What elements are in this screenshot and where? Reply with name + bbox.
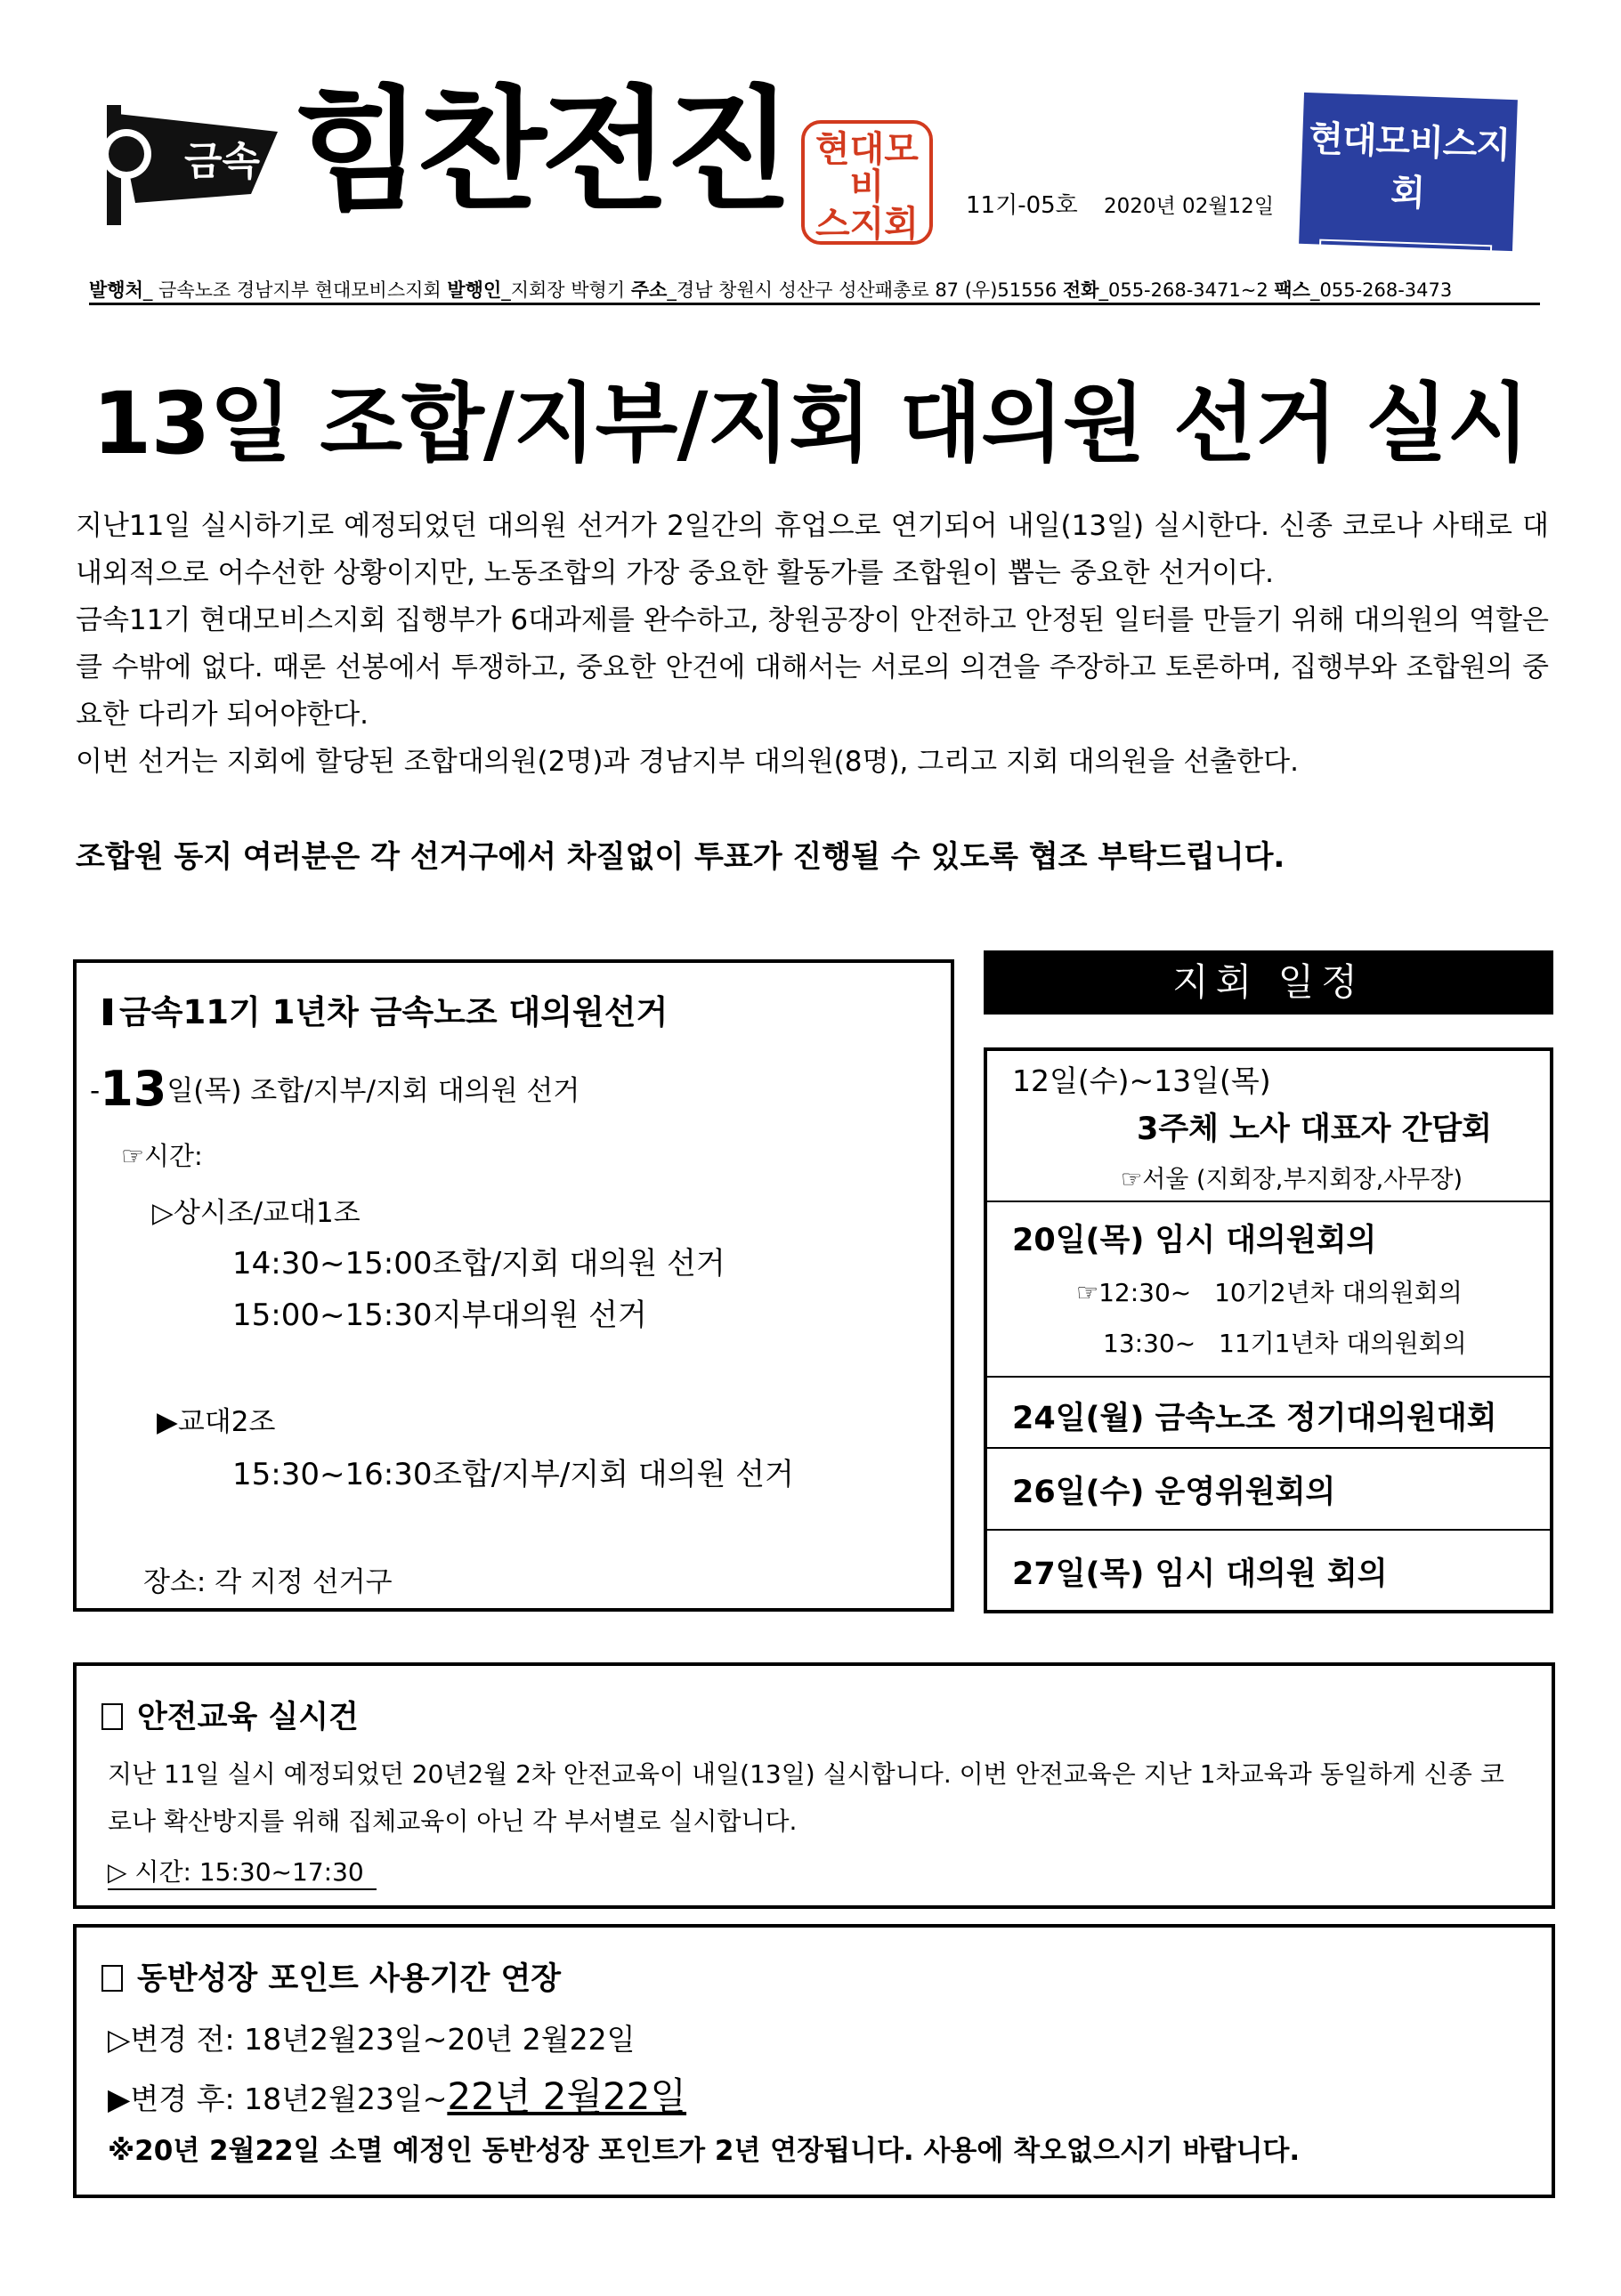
headline: 13일 조합/지부/지회 대의원 선거 실시 <box>92 374 1529 473</box>
schedule-subitem <box>1103 1324 1467 1360</box>
schedule-time: 13:30~ <box>1103 1329 1196 1358</box>
schedule-date: 20일(목) 임시 대의원회의 <box>1012 1223 1377 1258</box>
publisher-label: 발행처 <box>89 279 143 301</box>
schedule-divider <box>987 1447 1550 1449</box>
article-paragraph: 금속11기 현대모비스지회 집행부가 6대과제를 완수하고, 창원공장이 안전하고 안정된 일터를 만들기 위해 대의원의 역할은 클 수밖에 없다. 때론 선봉에서 투쟁하고, 중요한 안건에 대해서는 서로의 의견을 주장하고 토론하며, 집행부와 조합원의 중요한 다리가 되어야한다. <box>76 604 1549 731</box>
masthead-divider <box>89 303 1540 305</box>
points-after-date: 22년 2월22일 <box>447 2074 687 2118</box>
election-place: 장소: 각 지정 선거구 <box>143 1566 393 1598</box>
issue-number: 11기-05호 <box>966 192 1078 219</box>
article-paragraph: 지난11일 실시하기로 예정되었던 대의원 선거가 2일간의 휴업으로 연기되어 내일(13일) 실시한다. 신종 코로나 사태로 대내외적으로 어수선한 상황이지만, 노동조합의 가장 중요한 활동가를 조합원이 뽑는 중요한 선거이다. <box>76 510 1549 589</box>
time-label: ☞시간: <box>121 1141 203 1171</box>
schedule-date: 12일(수)~13일(목) <box>1012 1063 1271 1098</box>
points-after-prefix: ▶변경 후: 18년2월23일~ <box>108 2082 448 2116</box>
safety-notice-title-text: 안전교육 실시건 <box>137 1700 359 1735</box>
time-row <box>232 1290 647 1334</box>
publisher-value: _ 금속노조 경남지부 현대모비스지회 <box>142 279 442 301</box>
points-notice-title <box>101 1954 561 1999</box>
group-label: ▷상시조/교대1조 <box>152 1197 361 1229</box>
seal-line: 스지회 <box>815 204 919 245</box>
request-statement: 조합원 동지 여러분은 각 선거구에서 차질없이 투표가 진행될 수 있도록 협조 부탁드립니다. <box>76 839 1285 875</box>
time-desc: 조합/지회 대의원 선거 <box>433 1246 725 1281</box>
schedule-box <box>984 1047 1553 1613</box>
schedule-title: 3주체 노사 대표자 간담회 <box>1137 1112 1493 1147</box>
newsletter-title: 힘찬전진 <box>294 74 789 229</box>
branch-badge-name: 현대모비스지회 <box>1308 118 1511 214</box>
schedule-divider <box>987 1376 1550 1378</box>
schedule-desc: 10기2년차 대의원회의 <box>1214 1278 1463 1307</box>
article-body <box>76 503 1549 786</box>
time-range: 14:30~15:00 <box>232 1246 433 1281</box>
time-range: 15:30~16:30 <box>232 1457 433 1492</box>
phone-label: 전화 <box>1062 279 1099 301</box>
schedule-time: 12:30~ <box>1098 1278 1192 1307</box>
time-range: 15:00~15:30 <box>232 1298 433 1333</box>
schedule-date: 27일(목) 임시 대의원 회의 <box>1012 1556 1388 1592</box>
issuer-label: 발행인 <box>447 279 502 301</box>
union-flag-logo <box>100 96 278 230</box>
election-day-prefix: - <box>90 1075 101 1107</box>
election-box <box>73 959 954 1612</box>
bullet-square-icon <box>103 998 112 1025</box>
points-notice-title-text: 동반성장 포인트 사용기간 연장 <box>137 1961 562 1997</box>
group-label: ▶교대2조 <box>157 1406 276 1438</box>
branch-badge-sub: 전국금속노동조합 <box>1318 239 1492 284</box>
points-notice-box <box>73 1924 1555 2198</box>
flag-logo-text: 금속 <box>184 139 261 184</box>
schedule-subitem <box>1076 1273 1463 1309</box>
address-label: 주소 <box>630 279 668 301</box>
schedule-note: ☞서울 (지회장,부지회장,사무장) <box>1121 1166 1463 1193</box>
schedule-divider <box>987 1201 1550 1202</box>
safety-notice-box <box>73 1662 1555 1909</box>
phone-value: _055-268-3471~2 <box>1098 279 1268 301</box>
safety-notice-title <box>101 1693 359 1737</box>
issue-date: 2020년 02월12일 <box>1104 195 1275 218</box>
fax-value: _055-268-3473 <box>1309 279 1453 301</box>
points-note: ※20년 2월22일 소멸 예정인 동반성장 포인트가 2년 연장됩니다. 사용에 착오없으시기 바랍니다. <box>108 2135 1301 2167</box>
red-seal-stamp <box>801 120 933 245</box>
schedule-date: 24일(월) 금속노조 정기대의원대회 <box>1012 1401 1497 1436</box>
time-desc: 조합/지부/지회 대의원 선거 <box>433 1457 794 1492</box>
article-paragraph: 이번 선거는 지회에 할당된 조합대의원(2명)과 경남지부 대의원(8명), 그리고 지회 대의원을 선출한다. <box>76 746 1299 778</box>
issuer-value: _지회장 박형기 <box>501 279 626 301</box>
time-desc: 지부대의원 선거 <box>433 1298 647 1333</box>
seal-line: 현대모비 <box>815 129 919 207</box>
pointer-icon: ☞ <box>1076 1278 1099 1307</box>
schedule-divider <box>987 1529 1550 1531</box>
safety-notice-body: 지난 11일 실시 예정되었던 20년2월 2차 안전교육이 내일(13일) 실시합니다. 이번 안전교육은 지난 1차교육과 동일하게 신종 코로나 확산방지를 위해 집체교육이 아닌 각 부서별로 실시합니다. <box>108 1759 1504 1836</box>
time-row <box>232 1239 725 1282</box>
schedule-date: 26일(수) 운영위원회의 <box>1012 1475 1336 1510</box>
points-before: ▷변경 전: 18년2월23일~20년 2월22일 <box>108 2022 636 2057</box>
publisher-line <box>89 276 1531 303</box>
checkbox-icon <box>101 1703 123 1730</box>
branch-badge <box>1299 93 1518 277</box>
points-after <box>108 2067 686 2121</box>
checkbox-icon <box>101 1965 123 1992</box>
election-day-number: 13 <box>100 1061 167 1117</box>
safety-notice-time: ▷ 시간: 15:30~17:30 <box>108 1853 377 1890</box>
address-value: _경남 창원시 성산구 성산패총로 87 (우)51556 <box>667 279 1058 301</box>
election-day <box>90 1061 580 1117</box>
fax-label: 팩스 <box>1274 279 1310 301</box>
time-row <box>232 1450 794 1493</box>
schedule-header: 지회 일정 <box>984 950 1553 1015</box>
schedule-desc: 11기1년차 대의원회의 <box>1219 1329 1467 1358</box>
election-title <box>103 985 668 1033</box>
election-title-text: 금속11기 1년차 금속노조 대의원선거 <box>119 993 669 1031</box>
election-day-text: 일(목) 조합/지부/지회 대의원 선거 <box>166 1075 580 1107</box>
